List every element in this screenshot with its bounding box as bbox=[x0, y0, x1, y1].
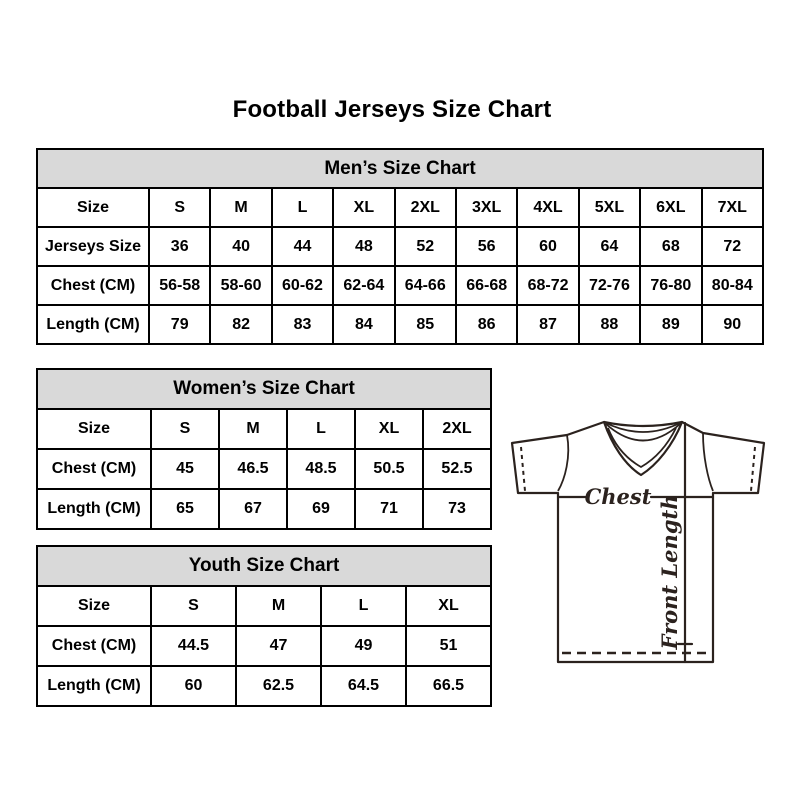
row-label-cell: Size bbox=[37, 586, 151, 626]
value-cell: 6XL bbox=[640, 188, 701, 227]
value-cell: M bbox=[236, 586, 321, 626]
value-cell: 60-62 bbox=[272, 266, 333, 305]
value-cell: 68-72 bbox=[517, 266, 578, 305]
value-cell: 66-68 bbox=[456, 266, 517, 305]
value-cell: 60 bbox=[151, 666, 236, 706]
value-cell: 64-66 bbox=[395, 266, 456, 305]
jersey-outline bbox=[512, 422, 764, 662]
value-cell: M bbox=[219, 409, 287, 449]
value-cell: 56 bbox=[456, 227, 517, 266]
row-label-cell: Chest (CM) bbox=[37, 266, 149, 305]
value-cell: S bbox=[151, 586, 236, 626]
table-row bbox=[37, 305, 763, 344]
value-cell: 64 bbox=[579, 227, 640, 266]
vneck-outer bbox=[604, 422, 682, 475]
table-section-header-row bbox=[37, 149, 763, 188]
value-cell: 51 bbox=[406, 626, 491, 666]
value-cell: 50.5 bbox=[355, 449, 423, 489]
row-label-cell: Chest (CM) bbox=[37, 449, 151, 489]
value-cell: 2XL bbox=[423, 409, 491, 449]
row-label-cell: Length (CM) bbox=[37, 666, 151, 706]
value-cell: 90 bbox=[702, 305, 763, 344]
value-cell: 79 bbox=[149, 305, 210, 344]
value-cell: 36 bbox=[149, 227, 210, 266]
value-cell: 44 bbox=[272, 227, 333, 266]
value-cell: 82 bbox=[210, 305, 271, 344]
value-cell: 89 bbox=[640, 305, 701, 344]
value-cell: XL bbox=[355, 409, 423, 449]
front-length-label: Front Length bbox=[657, 494, 682, 650]
value-cell: 88 bbox=[579, 305, 640, 344]
row-label-cell: Size bbox=[37, 188, 149, 227]
value-cell: S bbox=[151, 409, 219, 449]
table-section-header-row bbox=[37, 546, 491, 586]
value-cell: 76-80 bbox=[640, 266, 701, 305]
value-cell: 85 bbox=[395, 305, 456, 344]
table-row bbox=[37, 586, 491, 626]
table-row bbox=[37, 266, 763, 305]
value-cell: 62-64 bbox=[333, 266, 394, 305]
value-cell: 83 bbox=[272, 305, 333, 344]
value-cell: 48 bbox=[333, 227, 394, 266]
value-cell: 80-84 bbox=[702, 266, 763, 305]
value-cell: 7XL bbox=[702, 188, 763, 227]
value-cell: L bbox=[272, 188, 333, 227]
youth-size-chart-table bbox=[36, 545, 492, 707]
value-cell: 46.5 bbox=[219, 449, 287, 489]
page-title: Football Jerseys Size Chart bbox=[232, 96, 552, 123]
value-cell: 65 bbox=[151, 489, 219, 529]
left-sleeve-seam bbox=[558, 435, 568, 491]
table-row bbox=[37, 227, 763, 266]
value-cell: 72 bbox=[702, 227, 763, 266]
value-cell: 5XL bbox=[579, 188, 640, 227]
right-cuff-stitch bbox=[751, 447, 755, 491]
table-row bbox=[37, 409, 491, 449]
mens-size-chart-table bbox=[36, 148, 764, 345]
value-cell: 49 bbox=[321, 626, 406, 666]
value-cell: 64.5 bbox=[321, 666, 406, 706]
chest-label: Chest bbox=[584, 484, 652, 509]
value-cell: 62.5 bbox=[236, 666, 321, 706]
mens-section-title: Men’s Size Chart bbox=[37, 149, 763, 188]
jersey-diagram-icon bbox=[505, 405, 777, 677]
row-label-cell: Length (CM) bbox=[37, 305, 149, 344]
value-cell: 40 bbox=[210, 227, 271, 266]
value-cell: 87 bbox=[517, 305, 578, 344]
table-row bbox=[37, 449, 491, 489]
value-cell: 73 bbox=[423, 489, 491, 529]
value-cell: 71 bbox=[355, 489, 423, 529]
value-cell: XL bbox=[333, 188, 394, 227]
table-row bbox=[37, 666, 491, 706]
left-cuff-stitch bbox=[521, 447, 525, 491]
value-cell: 4XL bbox=[517, 188, 578, 227]
right-sleeve-seam bbox=[703, 433, 713, 491]
value-cell: 66.5 bbox=[406, 666, 491, 706]
womens-section-title: Women’s Size Chart bbox=[37, 369, 491, 409]
value-cell: 3XL bbox=[456, 188, 517, 227]
row-label-cell: Size bbox=[37, 409, 151, 449]
value-cell: 67 bbox=[219, 489, 287, 529]
row-label-cell: Chest (CM) bbox=[37, 626, 151, 666]
value-cell: 60 bbox=[517, 227, 578, 266]
value-cell: L bbox=[321, 586, 406, 626]
value-cell: S bbox=[149, 188, 210, 227]
value-cell: 84 bbox=[333, 305, 394, 344]
table-row bbox=[37, 489, 491, 529]
value-cell: 47 bbox=[236, 626, 321, 666]
value-cell: 52.5 bbox=[423, 449, 491, 489]
womens-size-chart-table bbox=[36, 368, 492, 530]
value-cell: 68 bbox=[640, 227, 701, 266]
value-cell: 72-76 bbox=[579, 266, 640, 305]
youth-section-title: Youth Size Chart bbox=[37, 546, 491, 586]
table-row bbox=[37, 188, 763, 227]
row-label-cell: Jerseys Size bbox=[37, 227, 149, 266]
value-cell: M bbox=[210, 188, 271, 227]
table-section-header-row bbox=[37, 369, 491, 409]
value-cell: 69 bbox=[287, 489, 355, 529]
jersey-measurement-diagram bbox=[505, 405, 777, 677]
value-cell: 52 bbox=[395, 227, 456, 266]
table-row bbox=[37, 626, 491, 666]
value-cell: 48.5 bbox=[287, 449, 355, 489]
value-cell: 44.5 bbox=[151, 626, 236, 666]
value-cell: 45 bbox=[151, 449, 219, 489]
value-cell: 56-58 bbox=[149, 266, 210, 305]
value-cell: 58-60 bbox=[210, 266, 271, 305]
value-cell: 2XL bbox=[395, 188, 456, 227]
value-cell: L bbox=[287, 409, 355, 449]
row-label-cell: Length (CM) bbox=[37, 489, 151, 529]
value-cell: XL bbox=[406, 586, 491, 626]
value-cell: 86 bbox=[456, 305, 517, 344]
